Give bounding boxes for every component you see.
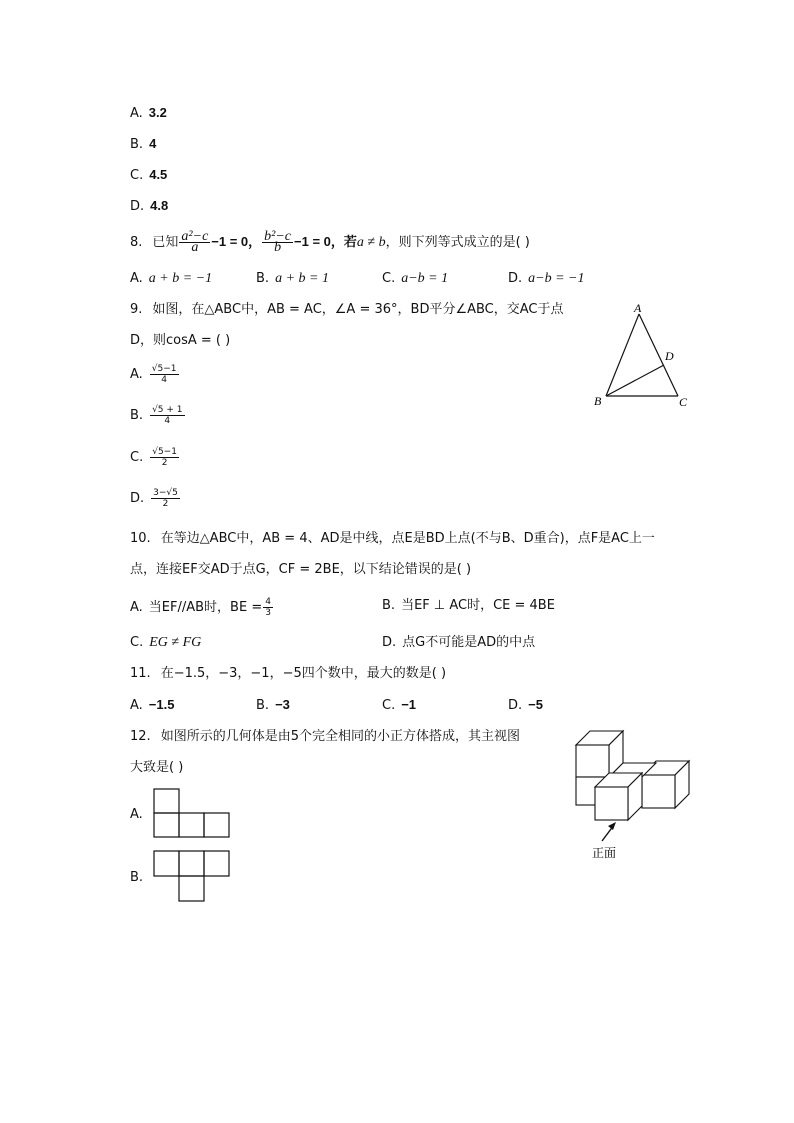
q12-cubes-figure bbox=[570, 725, 700, 865]
cube-face bbox=[595, 787, 628, 820]
point-label-c: C bbox=[679, 395, 688, 409]
q9-option-b: B. $\frac{√5 + 1}{4}$ bbox=[130, 405, 183, 426]
q7-option-b: B. 4 bbox=[130, 136, 157, 152]
q8-stem: 8. 已知 $\frac{\text{a²−c}}{a}$ −1 = 0， $\frac{\text{b²−c}}{b}$ −1 = 0，若a ≠ b，则下列等式成立的是( ) bbox=[130, 229, 530, 255]
q11-option-a: A. −1.5 bbox=[130, 697, 175, 713]
q10-option-c: C. EG ≠ FG bbox=[130, 635, 202, 650]
q12-stem-line-1: 12. 如图所示的几何体是由5个完全相同的小正方体搭成，其主视图 bbox=[130, 729, 520, 744]
square bbox=[179, 851, 204, 876]
square bbox=[154, 851, 179, 876]
q8-option-c: C. a−b = 1 bbox=[382, 271, 449, 286]
q9-stem-line-1: 9. 如图，在△ABC中，AB = AC，∠A = 36°，BD平分∠ABC，交AC于点 bbox=[130, 302, 564, 317]
q9-triangle-figure bbox=[588, 302, 698, 412]
q9-option-d: D. $\frac{3-√5}{2}$ bbox=[130, 488, 178, 509]
q11-stem: 11. 在−1.5，−3，−1，−5四个数中，最大的数是( ) bbox=[130, 666, 447, 681]
square bbox=[154, 813, 179, 837]
q10-option-a: A. 当EF//AB时，BE = $\frac{4}{3}$ bbox=[130, 597, 271, 618]
point-label-b: B bbox=[594, 394, 602, 408]
q8-fraction-1: $\frac{\text{a²−c}}{a}$ bbox=[181, 229, 209, 255]
arrow-head-icon bbox=[608, 822, 616, 830]
q7-option-c: C. 4.5 bbox=[130, 167, 168, 183]
square bbox=[204, 813, 229, 837]
cube-face bbox=[642, 775, 675, 808]
q10-option-b: B. 当EF ⊥ AC时，CE = 4BE bbox=[382, 598, 555, 613]
q8-option-d: D. a−b = −1 bbox=[508, 271, 585, 286]
q7-option-d: D. 4.8 bbox=[130, 198, 169, 214]
q10-stem-line-2: 点，连接EF交AD于点G，CF = 2BE，以下结论错误的是( ) bbox=[130, 562, 472, 577]
q10-option-d: D. 点G不可能是AD的中点 bbox=[382, 635, 536, 650]
square bbox=[204, 851, 229, 876]
q8-fraction-2: $\frac{\text{b²−c}}{b}$ bbox=[264, 229, 292, 255]
square bbox=[179, 876, 204, 901]
q8-option-a: A. a + b = −1 bbox=[130, 271, 213, 286]
q12-option-a-figure bbox=[153, 788, 233, 840]
q12-stem-line-2: 大致是( ) bbox=[130, 760, 184, 775]
q9-option-a: A. $\frac{√5-1}{4}$ bbox=[130, 364, 177, 385]
q9-stem-line-2: D，则cosA = ( ) bbox=[130, 333, 231, 348]
q8-option-b: B. a + b = 1 bbox=[256, 271, 329, 286]
front-view-label: 正面 bbox=[592, 846, 617, 860]
q9-option-c: C. $\frac{√5-1}{2}$ bbox=[130, 447, 177, 468]
cube-face bbox=[576, 745, 609, 777]
square bbox=[154, 789, 179, 813]
point-label-a: A bbox=[634, 302, 642, 315]
segment-bd bbox=[606, 365, 664, 396]
q7-option-a: A. 3.2 bbox=[130, 105, 167, 121]
q11-option-b: B. −3 bbox=[256, 697, 290, 713]
q10-stem-line-1: 10. 在等边△ABC中，AB = 4、AD是中线，点E是BD上点(不与B、D重合)，点F是AC上一 bbox=[130, 531, 655, 546]
square bbox=[179, 813, 204, 837]
q12-option-b-figure bbox=[153, 850, 233, 904]
q11-option-d: D. −5 bbox=[508, 697, 543, 713]
segment-ab bbox=[606, 314, 639, 396]
q12-option-a-label: A. bbox=[130, 807, 143, 822]
q12-option-b-label: B. bbox=[130, 870, 144, 885]
q11-option-c: C. −1 bbox=[382, 697, 417, 713]
point-label-d: D bbox=[665, 349, 674, 363]
